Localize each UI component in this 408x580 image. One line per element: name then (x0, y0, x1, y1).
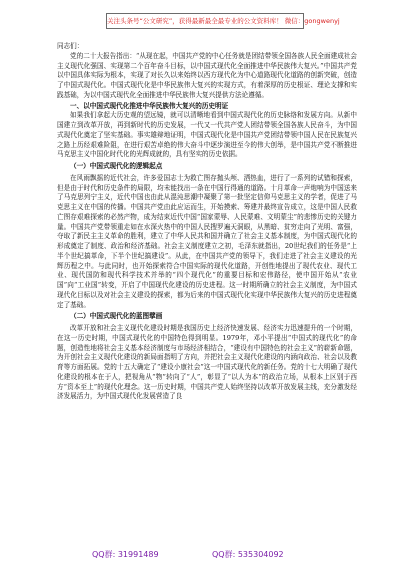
qq-group-1: QQ群: 31991489 (92, 550, 159, 559)
footer-contact (92, 548, 332, 562)
promo-banner: 关注头条号“公文研究”，获得最新最全最专业的公文资料库！ 微信：gongwenyj (106, 13, 304, 29)
subsection-heading-blueprint: （二）中国式现代化的蓝图擘画 (70, 312, 163, 321)
subsection-heading-logic-start: （一）中国式现代化的逻辑起点 (70, 162, 163, 170)
paragraph-historical-evidence: 如果我们拿起大历史观的望远镜，就可以清晰地看到中国式现代化的历史脉络和发展方向。从新中国建立到改革开放，再到新时代的历史发展，一代又一代共产党人团结带领全国各族人民奋斗，为中国式现代化奠定了坚实基础。事实雄辩地证明，中国式现代化是中国共产党团结带领中国人民在民族复兴之路上历经艰难险阻，在进行艰苦卓绝的伟大奋斗中逐步演进至今的伟大创举，是中国共产党不断推进马克思主义中国化时代化的光辉成就的，具有坚实的历史依据。 (57, 111, 357, 159)
paragraph-logic-start: 在风雨飘摇的近代社会，许多爱国志士为救亡图存抛头颅、洒热血，进行了一系列的试错和探索，但是由于时代和历史条件的局限，均未能找出一条在中国行得通的道路。十月革命一声炮响为中国送来了马克思列宁主义，近代中国也由此从混沌思潮中凝聚了第一批坚定信仰马克思主义的学者，促进了马克思主义在中国的传播。中国共产党由此应运而生，开始摸索、筹建并最终宣告成立，这是中国人民救亡图存艰难探索的必然产物，成为结束近代中国“国家蒙辱、人民蒙难、文明蒙尘”的悲惨历史的关键力量。中国共产党带领重走如在水深火热中的中国人民搜罗遍天洞眼，从黑暗、贫穷走向了光明、富强，夺取了新民主主义革命的胜利，建立了中华人民共和国并确立了社会主义基本制度，为中国式现代化的形成奠定了制度、政治和经济基础。社会主义制度建立之初，毛泽东就指出，20世纪我们的任务是“上半个世纪搞革命，下半个世纪搞建设”。从此，在中国共产党的领导下，我们走进了社会主义建设的光辉历程之中。与此同时，也开始探索符合中国实际的现代化道路，开创性地提出了现代农业、现代工业、现代国防和现代科学技术并举的“四个现代化”的重要目标和宏伟路径，使中国开始从“农业国”向“工业国”转变，开启了中国现代化建设的历史进程。这一时期所确立的社会主义制度，为中国式现代化目标以及对社会主义建设的探索，都为后来的中国式现代化实现中华民族伟大复兴的历史进程奠定了基础。 (57, 173, 357, 309)
document-body (57, 42, 357, 402)
paragraph-blueprint: 改革开放和社会主义现代化建设时期是我国历史上经济快速发展、经济实力迅速提升的一个时期，在这一历史时期，中国式现代化的中国特色得到明显。1979年，邓小平提出“中国式的现代化”的命题，创造性地将社会主义基本经济制度与市场经济相结合，“建设有中国特色的社会主义”的崭新命题，为开创社会主义现代化建设的新局面指明了方向，并把社会主义现代化建设的内涵向政治、社会以及教育等方面拓展。党的十五大确定了“建设小康社会”这一中国式现代化的新任务。党的十七大明确了现代化建设的根本在于人，把视角从“物”转向了“人”，彰显了“以人为本”的政治立场，从根本上区别于西方“资本至上”的现代化理念。这一历史时期，中国共产党人始终坚持以改革开放发展主线，充分激发经济发展活力，为中国式现代化发展营造了良 (57, 324, 357, 401)
salutation: 同志们： (57, 42, 84, 50)
intro-paragraph: 党的二十大报告指出：“从现在起，中国共产党的中心任务就是团结带领全国各族人民全面建成社会主义现代化强国、实现第二个百年奋斗目标，以中国式现代化全面推进中华民族伟大复兴。”中国共产党以中国具体实际为根本，实现了对长久以来始终以西方现代化为中心道路现代化道路的创新突破，创造了中国式现代化。中国式现代化是中华民族伟大复兴的实现方式，有着深厚的历史根证、理论支撑和实践基础，为以中国式现代化全面推进中华民族伟大复兴提供方法论遵循。 (57, 51, 357, 99)
qq-group-2: QQ群: 535304092 (212, 550, 284, 559)
section-heading-1: 一、以中国式现代化推进中华民族伟大复兴的历史明证 (70, 101, 229, 110)
